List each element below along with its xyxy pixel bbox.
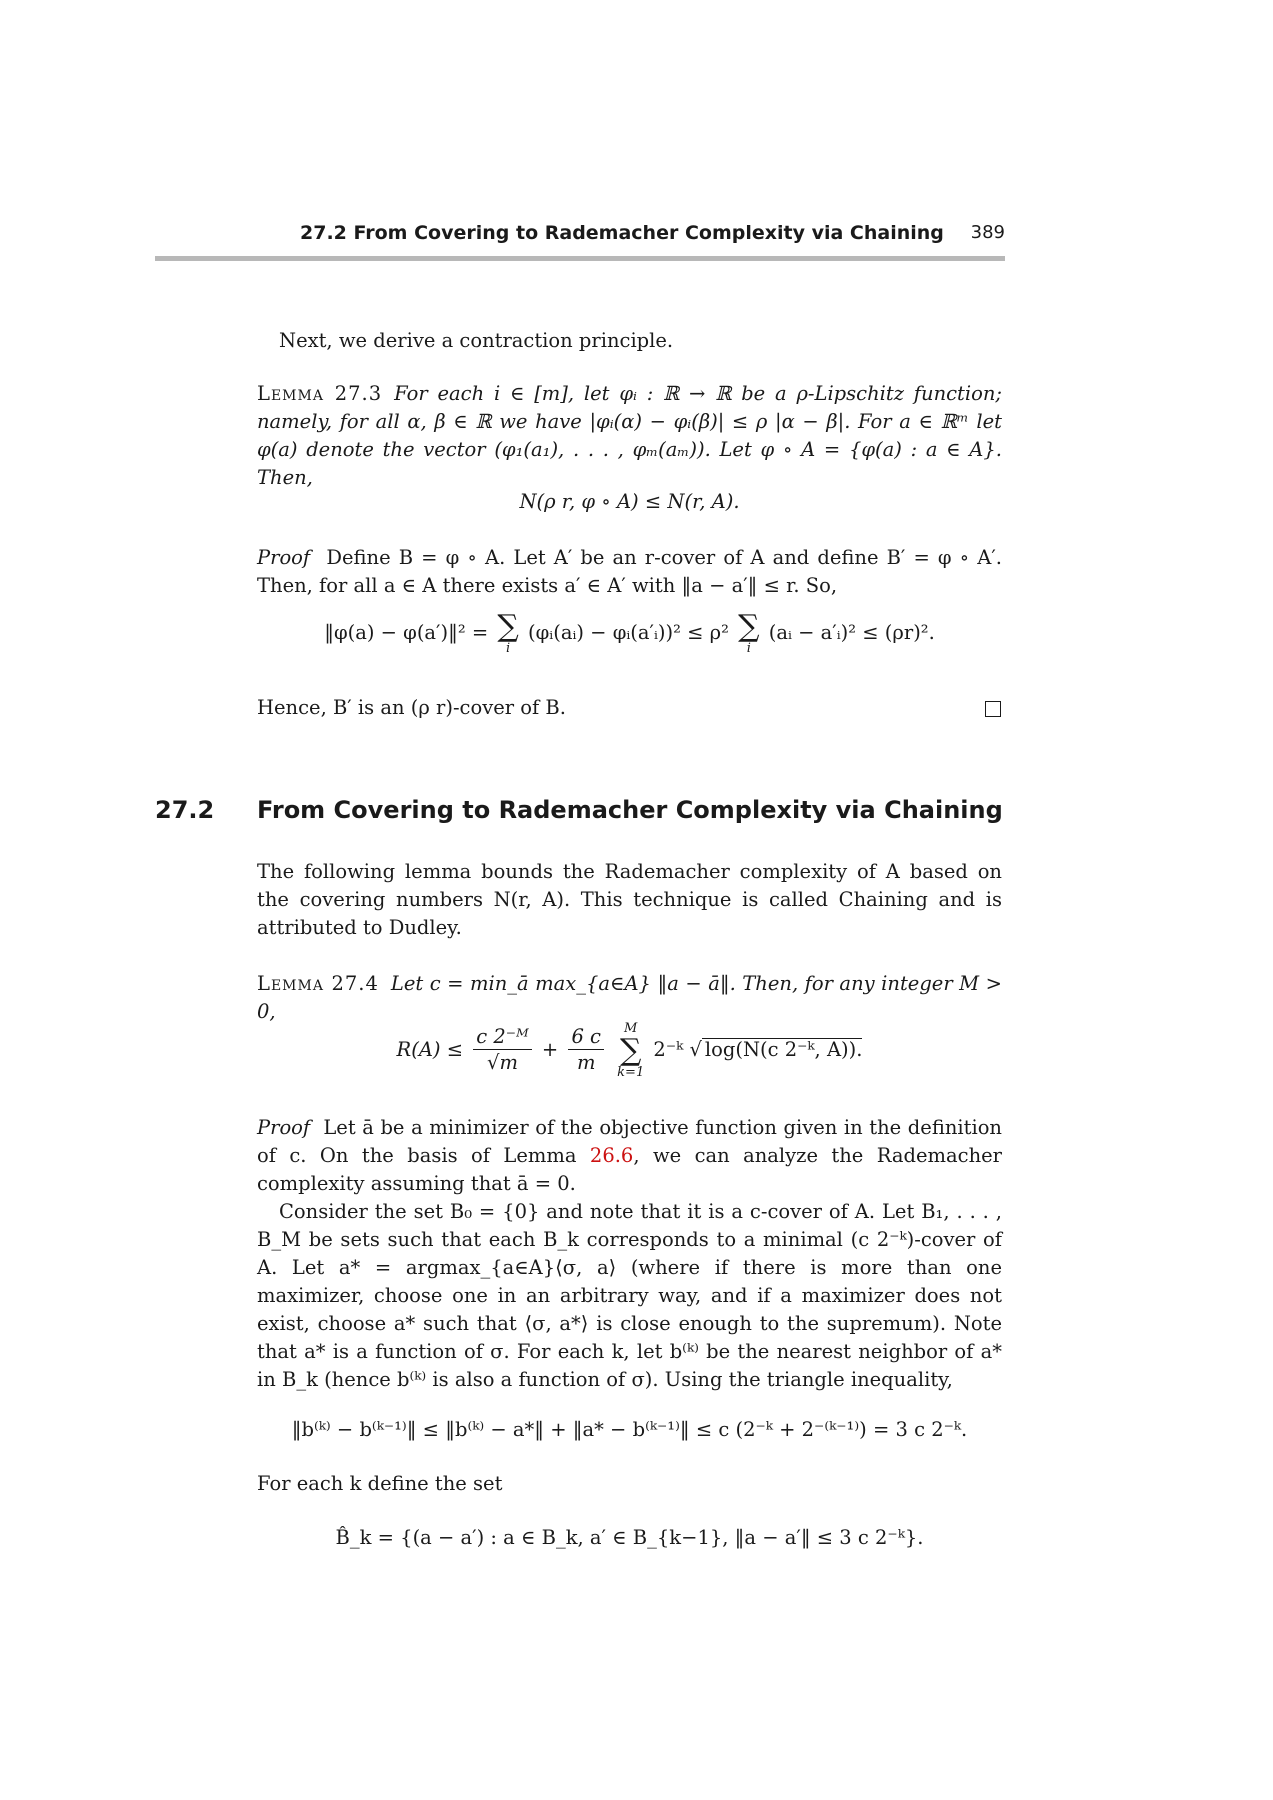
set-definition-display: B̂_k = {(a − a′) : a ∈ B_k, a′ ∈ B_{k−1}, ‖a − a′‖ ≤ 3 c 2⁻ᵏ}. — [335, 1526, 924, 1549]
sum-symbol-2: ∑ i — [738, 609, 760, 656]
lemma-27-3-label: Lemma 27.3 — [257, 382, 383, 405]
sum-symbol-3: M ∑ k=1 — [617, 1021, 645, 1080]
fraction-1: $\frac{\text{c 2⁻ᴹ}}{√m}$ — [473, 1025, 531, 1076]
proof-27-4-label: Proof — [257, 1116, 311, 1139]
proof-27-4-text-a: Let ā be a minimizer of the objective function given in the definition of c. On the basis of Lemma — [257, 1116, 1002, 1167]
proof-27-3-label: Proof — [257, 546, 311, 569]
proof-27-3-conclusion: Hence, B′ is an (ρ r)-cover of B. — [257, 696, 566, 719]
proof-27-4-paragraph-3: For each k define the set — [257, 1472, 503, 1495]
proof-27-3-display — [257, 609, 1002, 656]
section-intro-paragraph: The following lemma bounds the Rademacher complexity of A based on the covering numbers N(r, A). This technique is called Chaining and is attributed to Dudley. — [257, 860, 1002, 939]
proof-27-4-paragraph-1 — [257, 1114, 1002, 1198]
header-rule — [155, 256, 1005, 261]
display-tail-a: 2⁻ᵏ — [653, 1038, 684, 1061]
fraction-2: $\frac{6 c}{m}$ — [568, 1025, 604, 1076]
lemma-27-4-statement: Let c = min_ā max_{a∈A} ‖a − ā‖. Then, for any integer M > 0, — [257, 972, 1002, 1023]
lemma-27-3-statement: For each i ∈ [m], let φᵢ : ℝ → ℝ be a ρ-Lipschitz function; namely, for all α, β ∈ ℝ we have |φᵢ(α) − φᵢ(β)| ≤ ρ |α − β|. For a ∈ ℝᵐ let φ(a) denote the vector (φ₁(a₁), . . . , φₘ(aₘ)). Let φ ∘ A = {φ(a) : a ∈ A}. Then, — [257, 382, 1002, 489]
lemma-27-3 — [257, 380, 1002, 492]
lemma-reference-link[interactable]: 26.6 — [589, 1144, 634, 1167]
lemma-27-4-label: Lemma 27.4 — [257, 972, 379, 995]
display-middle: (φᵢ(aᵢ) − φᵢ(a′ᵢ))² ≤ ρ² — [528, 621, 729, 644]
section-title: From Covering to Rademacher Complexity via Chaining — [257, 796, 1003, 824]
display-right: (aᵢ − a′ᵢ)² ≤ (ρr)². — [768, 621, 935, 644]
display-lhs: R(A) ≤ — [396, 1038, 464, 1061]
display-left: ‖φ(a) − φ(a′)‖² = — [324, 621, 489, 644]
intro-paragraph: Next, we derive a contraction principle. — [279, 329, 674, 352]
proof-27-3 — [257, 544, 1002, 600]
page-number: 389 — [970, 222, 1005, 243]
lemma-27-3-display: N(ρ r, φ ∘ A) ≤ N(r, A). — [519, 490, 740, 513]
sqrt-symbol: √ — [689, 1038, 702, 1061]
running-header — [155, 222, 1005, 262]
running-title: 27.2 From Covering to Rademacher Complexity via Chaining — [300, 222, 944, 244]
proof-27-4-paragraph-2: Consider the set B₀ = {0} and note that it is a c-cover of A. Let B₁, . . . , B_M be sets such that each B_k corresponds to a minimal (c 2⁻ᵏ)-cover of A. Let a* = argmax_{a∈A}⟨σ, a⟩ (where if there is more than one maximizer, choose one in an arbitrary way, and if a maximizer does not exist, choose a* such that ⟨σ, a*⟩ is close enough to the supremum). Note that a* is a function of σ. For each k, let b⁽ᵏ⁾ be the nearest neighbor of a* in B_k (hence b⁽ᵏ⁾ is also a function of σ). Using the triangle inequality, — [257, 1200, 1002, 1391]
lemma-27-4 — [257, 970, 1002, 1026]
proof-27-4-text-b: , we can analyze the Rademacher complexity assuming that ā = 0. — [257, 1144, 1002, 1195]
proof-27-3-text: Define B = φ ∘ A. Let A′ be an r-cover of A and define B′ = φ ∘ A′. Then, for all a ∈ A there exists a′ ∈ A′ with ‖a − a′‖ ≤ r. So, — [257, 546, 1002, 597]
sum-symbol-1: ∑ i — [497, 609, 519, 656]
section-number: 27.2 — [155, 796, 215, 824]
display-tail-b: log(N(c 2⁻ᵏ, A)). — [702, 1038, 863, 1061]
qed-box — [985, 701, 1001, 717]
lemma-27-4-display — [257, 1022, 1002, 1079]
plus-sign: + — [541, 1038, 559, 1061]
triangle-inequality-display: ‖b⁽ᵏ⁾ − b⁽ᵏ⁻¹⁾‖ ≤ ‖b⁽ᵏ⁾ − a*‖ + ‖a* − b⁽ᵏ⁻¹⁾‖ ≤ c (2⁻ᵏ + 2⁻⁽ᵏ⁻¹⁾) = 3 c 2⁻ᵏ. — [291, 1418, 968, 1441]
